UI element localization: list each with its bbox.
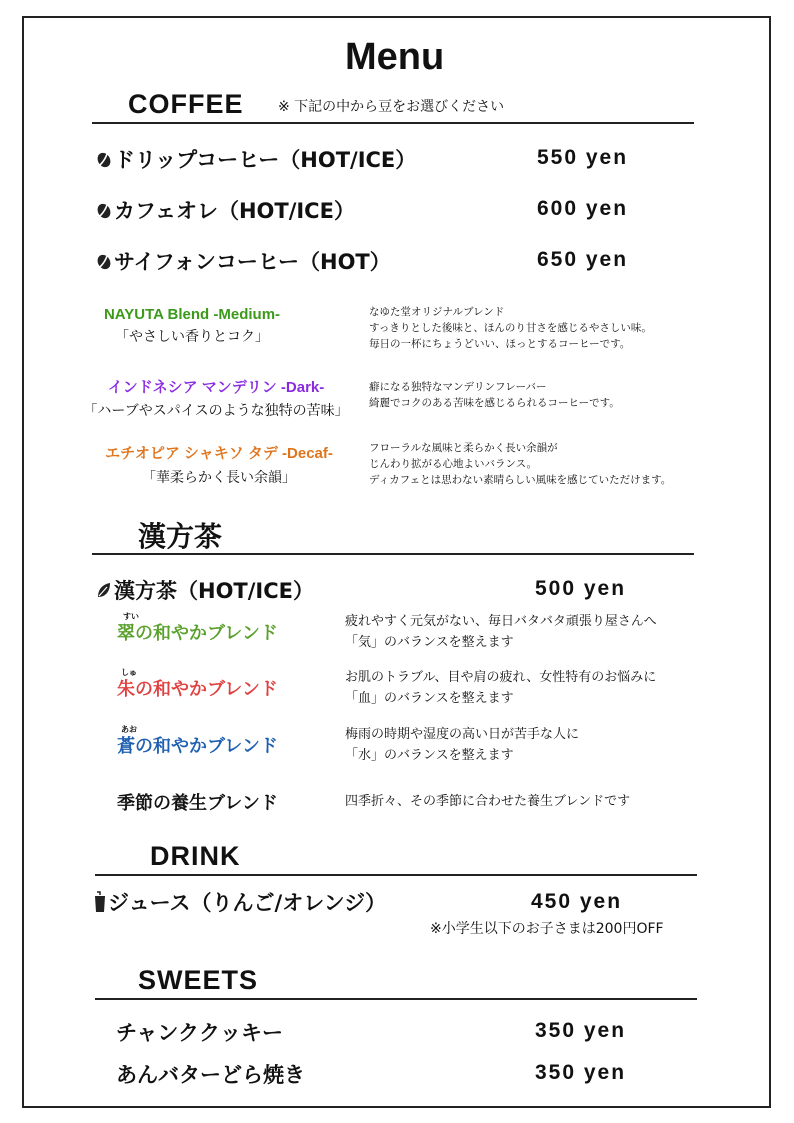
drink-item-name: ジュース（りんご/オレンジ） bbox=[108, 891, 387, 915]
kampo-item-name: 漢方茶（HOT/ICE） bbox=[114, 579, 314, 603]
drink-divider bbox=[95, 874, 697, 876]
drink-item-price: 450 yen bbox=[531, 890, 623, 913]
coffee-bean-icon bbox=[96, 200, 112, 220]
sweets-item-name: あんバターどら焼き bbox=[116, 1063, 305, 1087]
coffee-item-price: 650 yen bbox=[537, 248, 629, 271]
blend-name: の和やかブレンド bbox=[135, 679, 278, 700]
ruby-text: しゅ bbox=[121, 668, 137, 677]
sweets-item-name: チャンククッキー bbox=[116, 1021, 283, 1045]
blend-name: の和やかブレンド bbox=[135, 623, 278, 644]
bean-blend-nayuta bbox=[72, 306, 312, 346]
coffee-bean-icon bbox=[96, 149, 112, 169]
sweets-item bbox=[116, 1059, 305, 1089]
menu-border bbox=[22, 16, 771, 1108]
kampo-heading: 漢方茶 bbox=[138, 520, 223, 553]
blend-name-kanji: 蒼 bbox=[117, 736, 135, 757]
bean-name: NAYUTA Blend -Medium- bbox=[103, 306, 281, 323]
bean-blend-mandheling bbox=[72, 376, 360, 420]
coffee-item bbox=[96, 246, 391, 276]
coffee-item-name: ドリップコーヒー（HOT/ICE） bbox=[114, 148, 417, 172]
bean-name: エチオピア シャキソ タデ -Decaf- bbox=[105, 445, 333, 462]
page-title: Menu bbox=[345, 36, 445, 78]
blend-description: お肌のトラブル、目や肩の疲れ、女性特有のお悩みに 「血」のバランスを整えます bbox=[345, 670, 657, 706]
coffee-item bbox=[96, 195, 355, 225]
drink-heading: DRINK bbox=[150, 841, 241, 871]
coffee-item bbox=[96, 144, 416, 174]
bean-name: インドネシア マンデリン -Dark- bbox=[107, 379, 325, 396]
bean-tagline: 「ハーブやスパイスのような独特の苦味」 bbox=[83, 403, 349, 419]
blend-description: 梅雨の時期や湿度の高い日が苦手な人に 「水」のバランスを整えます bbox=[345, 727, 580, 763]
kampo-item bbox=[96, 575, 314, 605]
coffee-item-name: カフェオレ（HOT/ICE） bbox=[114, 199, 355, 223]
bean-blend-ethiopia bbox=[84, 442, 354, 487]
bean-description: フローラルな風味と柔らかく長い余韻が じんわり拡がる心地よいバランス。 ディカフェとは思わない素晴らしい風味を感じていただけます。 bbox=[369, 442, 672, 486]
coffee-divider bbox=[92, 122, 694, 124]
blend-name-kanji: 朱 bbox=[117, 679, 135, 700]
ruby-text: すい bbox=[123, 612, 139, 621]
coffee-bean-icon bbox=[96, 251, 112, 271]
sweets-item-price: 350 yen bbox=[535, 1019, 627, 1042]
coffee-item-price: 600 yen bbox=[537, 197, 629, 220]
drink-discount-note: ※小学生以下のお子さまは200円OFF bbox=[430, 921, 664, 937]
drink-item bbox=[94, 887, 386, 917]
blend-name: 季節の養生ブレンド bbox=[117, 793, 278, 814]
kampo-blend-shu bbox=[117, 675, 278, 701]
bean-tagline: 「華柔らかく長い余韻」 bbox=[142, 470, 296, 486]
sweets-heading: SWEETS bbox=[138, 965, 259, 995]
blend-name-kanji: 翠 bbox=[117, 623, 135, 644]
coffee-heading: COFFEE bbox=[128, 89, 244, 119]
bean-description: 癖になる独特なマンデリンフレーバー 綺麗でコクのある苦味を感じるられるコーヒーです。 bbox=[369, 381, 620, 409]
blend-name: の和やかブレンド bbox=[135, 736, 278, 757]
cup-icon bbox=[94, 891, 106, 913]
kampo-blend-seasonal bbox=[117, 789, 278, 815]
ruby-text: あお bbox=[121, 725, 137, 734]
kampo-blend-sui bbox=[117, 619, 278, 645]
sweets-item bbox=[116, 1017, 283, 1047]
kampo-divider bbox=[92, 553, 694, 555]
leaf-icon bbox=[96, 581, 112, 599]
sweets-divider bbox=[95, 998, 697, 1000]
coffee-item-name: サイフォンコーヒー（HOT） bbox=[114, 250, 391, 274]
coffee-note: ※ 下記の中から豆をお選びください bbox=[278, 99, 505, 115]
bean-tagline: 「やさしい香りとコク」 bbox=[115, 329, 269, 345]
blend-description: 四季折々、その季節に合わせた養生ブレンドです bbox=[345, 794, 631, 809]
coffee-item-price: 550 yen bbox=[537, 146, 629, 169]
sweets-item-price: 350 yen bbox=[535, 1061, 627, 1084]
kampo-item-price: 500 yen bbox=[535, 577, 627, 600]
blend-description: 疲れやすく元気がない、毎日バタバタ頑張り屋さんへ 「気」のバランスを整えます bbox=[345, 614, 657, 650]
bean-description: なゆた堂オリジナルブレンド すっきりとした後味と、ほんのり甘さを感じるやさしい味。 毎日の一杯にちょうどいい、ほっとするコーヒーです。 bbox=[369, 306, 652, 350]
kampo-blend-ao bbox=[117, 732, 278, 758]
